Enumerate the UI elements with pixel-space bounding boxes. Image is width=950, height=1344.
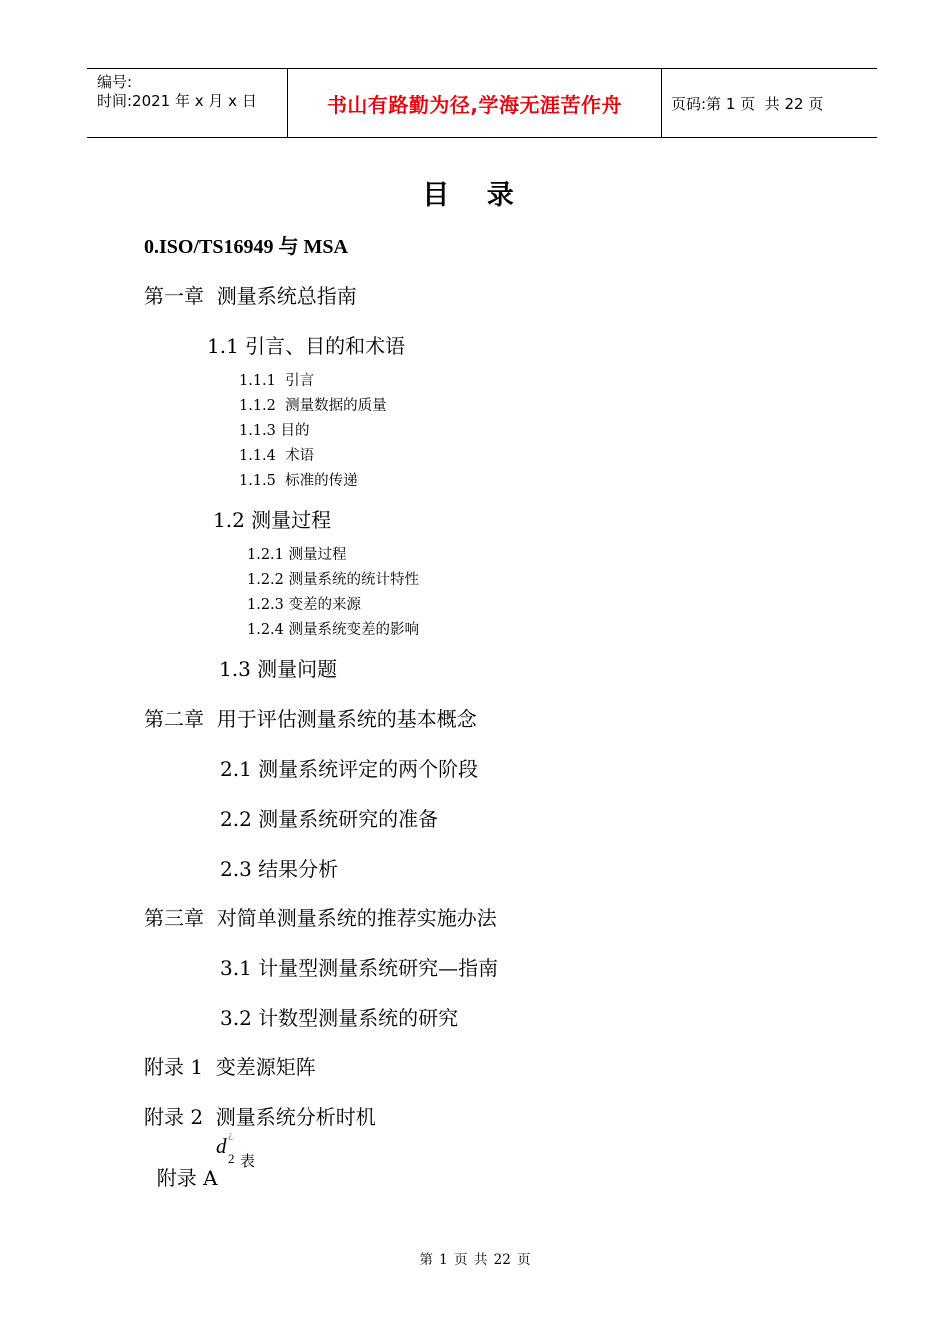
page-title: 目 录 (422, 180, 528, 211)
toc-entry-level-3: 1.1.1 引言 (239, 373, 315, 389)
toc-entry-level-2: 1.1 引言、目的和术语 (207, 334, 406, 358)
appendix-a-prefix: 附录 A (156, 1166, 218, 1190)
page-footer: 第 1 页 共 22 页 (419, 1252, 531, 1268)
toc-entry-level-2: 3.2 计数型测量系统的研究 (220, 1006, 459, 1030)
toc-entry-level-2: 2.2 测量系统研究的准备 (220, 807, 439, 831)
toc-entry-level-1: 第二章 用于评估测量系统的基本概念 (144, 707, 477, 731)
toc-entry-level-3: 1.2.3 变差的来源 (247, 597, 362, 613)
toc-entry-level-2: 1.2 测量过程 (213, 508, 332, 532)
toc-entry-level-0: 0.ISO/TS16949 与 MSA (144, 236, 348, 258)
toc-entry-level-3: 1.2.4 测量系统变差的影响 (247, 622, 420, 638)
header-page-info: 页码:第 1 页 共 22 页 (671, 94, 824, 113)
toc-entry-level-2: 1.3 测量问题 (219, 657, 338, 681)
toc-entry-level-2: 2.3 结果分析 (220, 857, 339, 881)
toc-entry-level-1: 附录 2 测量系统分析时机 (144, 1105, 376, 1129)
toc-entry-level-3: 1.1.3 目的 (239, 423, 310, 439)
toc-entry-level-2: 3.1 计量型测量系统研究—指南 (220, 956, 499, 980)
toc-entry-level-3: 1.1.5 标准的传递 (239, 473, 358, 489)
header-time-label: 时间:2021 年 x 月 x 日 (97, 92, 257, 110)
header-number-label: 编号: (97, 73, 133, 91)
toc-entry-level-3: 1.2.2 测量系统的统计特性 (247, 572, 420, 588)
toc-entry-level-2: 2.1 测量系统评定的两个阶段 (220, 757, 479, 781)
d2-subscript: 2 (228, 1151, 235, 1166)
toc-entry-level-1: 第三章 对简单测量系统的推荐实施办法 (144, 906, 497, 930)
d2-superscript: ¿ (228, 1131, 233, 1141)
toc-entry-level-3: 1.1.2 测量数据的质量 (239, 398, 387, 414)
toc-entry-level-3: 1.1.4 术语 (239, 448, 315, 464)
toc-entry-level-1: 附录 1 变差源矩阵 (144, 1055, 316, 1079)
d2-symbol: d (216, 1134, 227, 1158)
appendix-a-suffix: 表 (240, 1152, 256, 1170)
toc-entry-level-3: 1.2.1 测量过程 (247, 547, 347, 563)
header-motto: 书山有路勤为径,学海无涯苦作舟 (326, 92, 623, 117)
toc-entry-level-1: 第一章 测量系统总指南 (144, 284, 357, 308)
